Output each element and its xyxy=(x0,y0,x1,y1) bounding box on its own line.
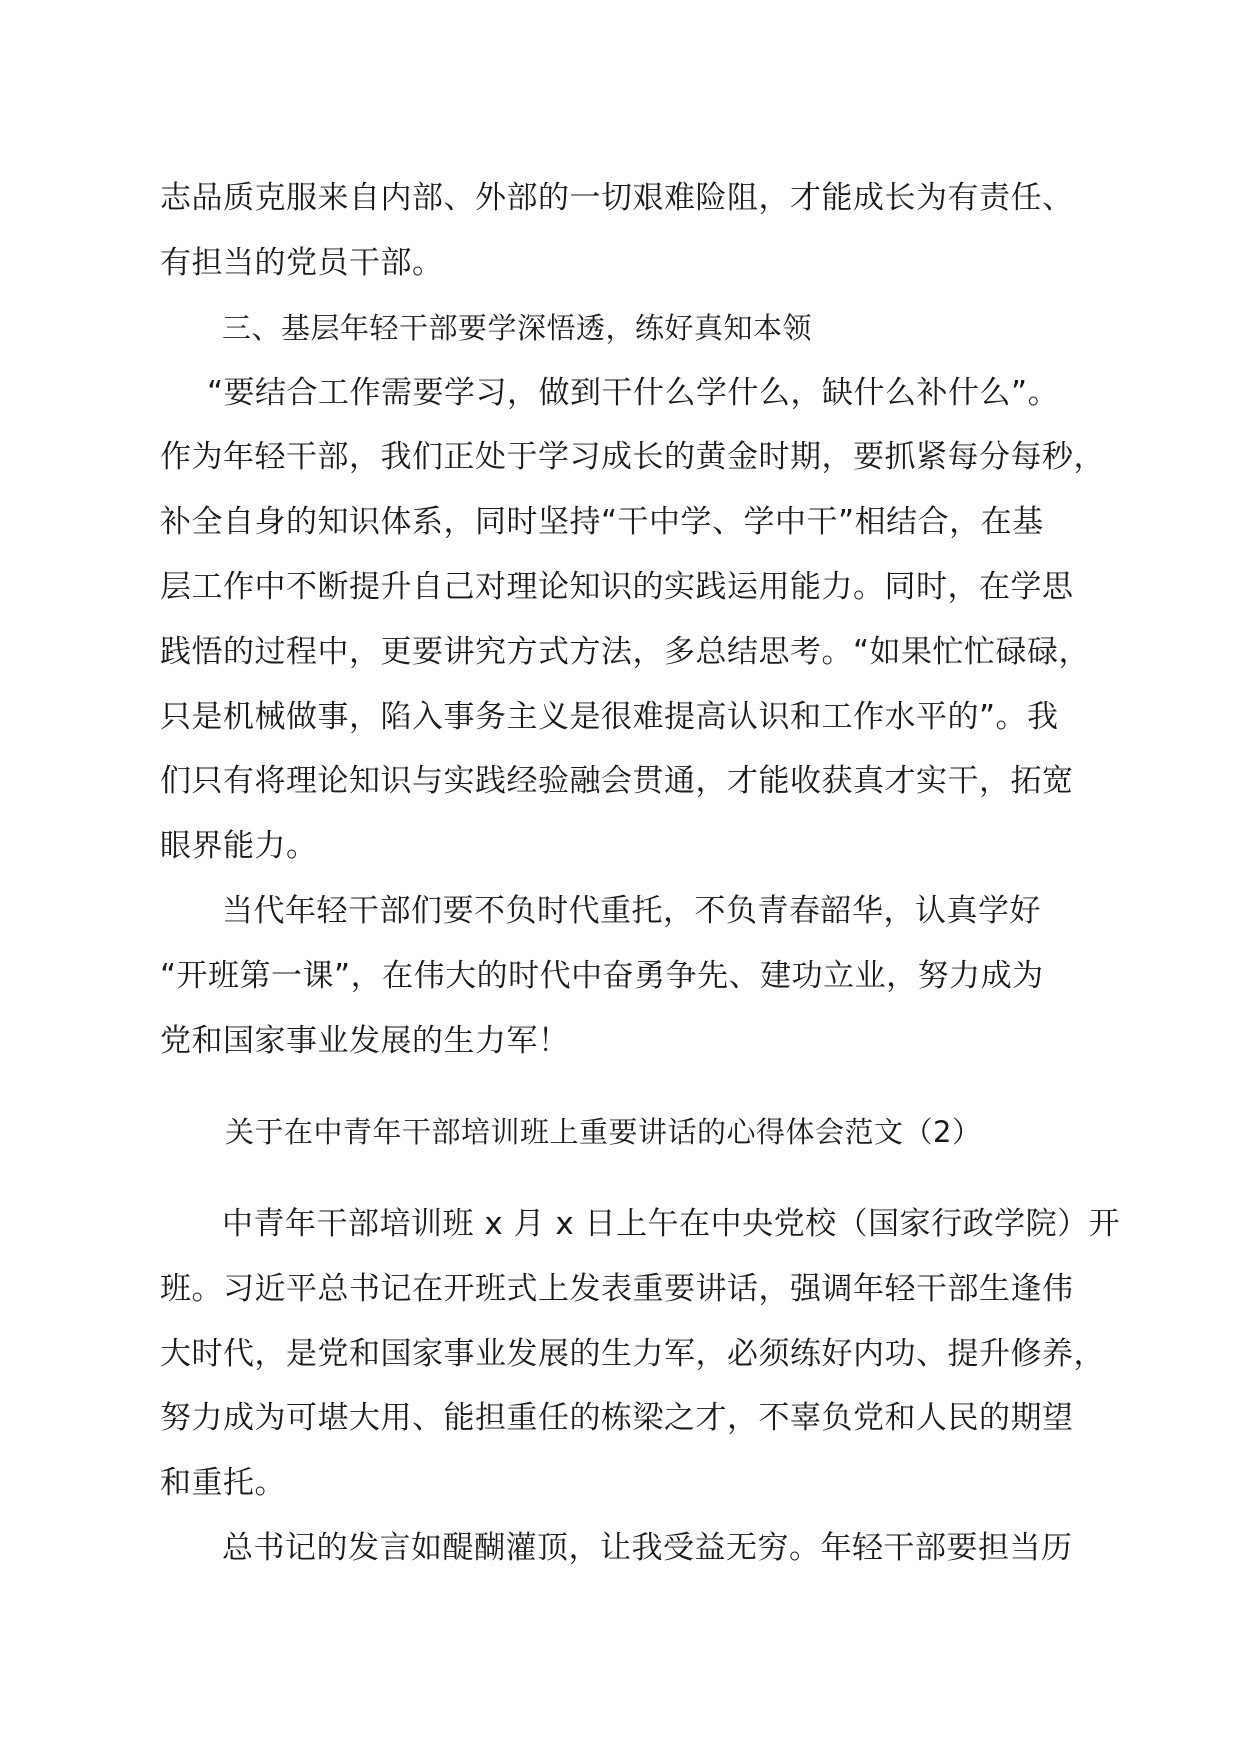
paragraph-line: 班。习近平总书记在开班式上发表重要讲话，强调年轻干部生逢伟 xyxy=(160,1271,1074,1307)
paragraph-line: 志品质克服来自内部、外部的一切艰难险阻，才能成长为有责任、 xyxy=(160,180,1074,216)
paragraph-line: 层工作中不断提升自己对理论知识的实践运用能力。同时，在学思 xyxy=(160,569,1074,605)
paragraph-line: 只是机械做事，陷入事务主义是很难提高认识和工作水平的”。我 xyxy=(160,699,1059,735)
paragraph-line: 作为年轻干部，我们正处于学习成长的黄金时期，要抓紧每分每秒， xyxy=(160,439,1105,475)
paragraph-line: 党和国家事业发展的生力军！ xyxy=(160,1023,570,1059)
article-title: 关于在中青年干部培训班上重要讲话的心得体会范文（2） xyxy=(225,1115,982,1149)
paragraph-line: 中青年干部培训班 x 月 x 日上午在中央党校（国家行政学院）开 xyxy=(222,1206,1121,1242)
paragraph-line: “开班第一课”，在伟大的时代中奋勇争先、建功立业，努力成为 xyxy=(160,958,1044,994)
section-heading: 三、基层年轻干部要学深悟透，练好真知本领 xyxy=(222,311,813,345)
paragraph-line: 努力成为可堪大用、能担重任的栋梁之才，不辜负党和人民的期望 xyxy=(160,1400,1074,1436)
paragraph-line: 当代年轻干部们要不负时代重托，不负青春韶华，认真学好 xyxy=(222,893,1041,929)
paragraph-line: 大时代，是党和国家事业发展的生力军，必须练好内功、提升修养， xyxy=(160,1336,1105,1372)
paragraph-line: 总书记的发言如醍醐灌顶，让我受益无穷。年轻干部要担当历 xyxy=(222,1530,1073,1566)
paragraph-line: 和重托。 xyxy=(160,1465,286,1501)
paragraph-line: 有担当的党员干部。 xyxy=(160,245,444,281)
paragraph-line: 补全自身的知识体系，同时坚持“干中学、学中干”相结合，在基 xyxy=(160,504,1044,540)
paragraph-line: 们只有将理论知识与实践经验融会贯通，才能收获真才实干，拓宽 xyxy=(160,763,1074,799)
paragraph-line: 眼界能力。 xyxy=(160,828,318,864)
paragraph-line: “要结合工作需要学习，做到干什么学什么，缺什么补什么”。 xyxy=(207,375,1060,411)
paragraph-line: 践悟的过程中，更要讲究方式方法，多总结思考。“如果忙忙碌碌， xyxy=(160,634,1091,670)
